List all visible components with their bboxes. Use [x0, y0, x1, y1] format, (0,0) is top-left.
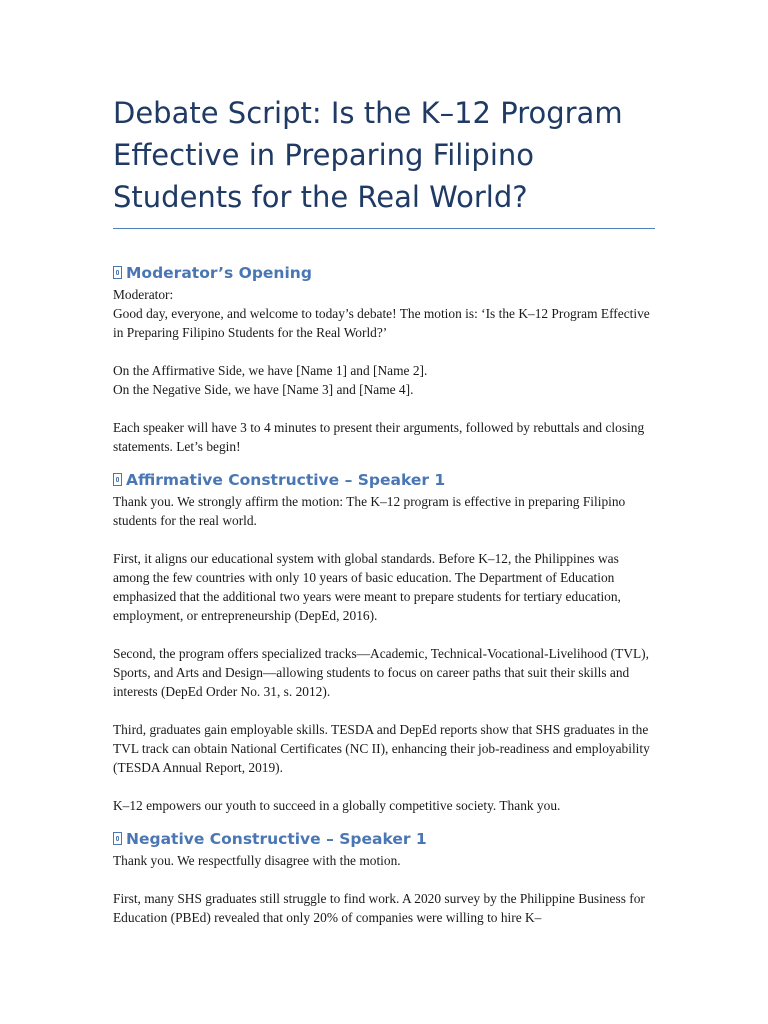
paragraph: K–12 empowers our youth to succeed in a globally competitive society. Thank you.	[113, 798, 561, 813]
paragraph: Each speaker will have 3 to 4 minutes to present their arguments, followed by rebuttals and closing statements. Let’s begin!	[113, 420, 645, 454]
document-title: Debate Script: Is the K–12 Program Effective in Preparing Filipino Students for the Real World?	[113, 96, 623, 214]
section-moderator-opening	[113, 263, 658, 456]
microphone-icon	[113, 266, 122, 279]
title-divider	[113, 228, 655, 229]
document-page	[113, 92, 658, 927]
check-icon	[113, 473, 122, 486]
paragraph: Second, the program offers specialized tracks—Academic, Technical-Vocational-Livelihood (TVL), Sports, and Arts and Design—allowing students to focus on career paths that suit their skills and interests (DepEd Order No. 31, s. 2012).	[113, 646, 649, 699]
section-affirmative-constructive	[113, 470, 658, 815]
cross-icon	[113, 832, 122, 845]
section-heading	[113, 263, 658, 283]
paragraph: First, it aligns our educational system with global standards. Before K–12, the Philippines was among the few countries with only 10 years of basic education. The Department of Education emphasized that the additional two years were meant to prepare students for tertiary education, employment, or entrepreneurship (DepEd, 2016).	[113, 551, 621, 623]
section-heading	[113, 829, 658, 849]
paragraph: Third, graduates gain employable skills. TESDA and DepEd reports show that SHS graduates in the TVL track can obtain National Certificates (NC II), enhancing their job-readiness and employability (TESDA Annual Report, 2019).	[113, 722, 650, 775]
paragraph: Moderator: Good day, everyone, and welcome to today’s debate! The motion is: ‘Is the K–12 Program Effective in Preparing Filipino Students for the Real World?’	[113, 287, 650, 340]
section-heading-text: Affirmative Constructive – Speaker 1	[126, 471, 446, 489]
paragraph: Thank you. We respectfully disagree with the motion.	[113, 853, 401, 868]
section-heading-text: Negative Constructive – Speaker 1	[126, 830, 427, 848]
section-heading	[113, 470, 658, 490]
paragraph: Thank you. We strongly affirm the motion: The K–12 program is effective in preparing Filipino students for the real world.	[113, 494, 626, 528]
section-negative-constructive	[113, 829, 658, 927]
paragraph: On the Affirmative Side, we have [Name 1] and [Name 2]. On the Negative Side, we have [Name 3] and [Name 4].	[113, 363, 428, 397]
paragraph: First, many SHS graduates still struggle to find work. A 2020 survey by the Philippine Business for Education (PBEd) revealed that only 20% of companies were willing to hire K–	[113, 891, 645, 925]
section-heading-text: Moderator’s Opening	[126, 264, 312, 282]
